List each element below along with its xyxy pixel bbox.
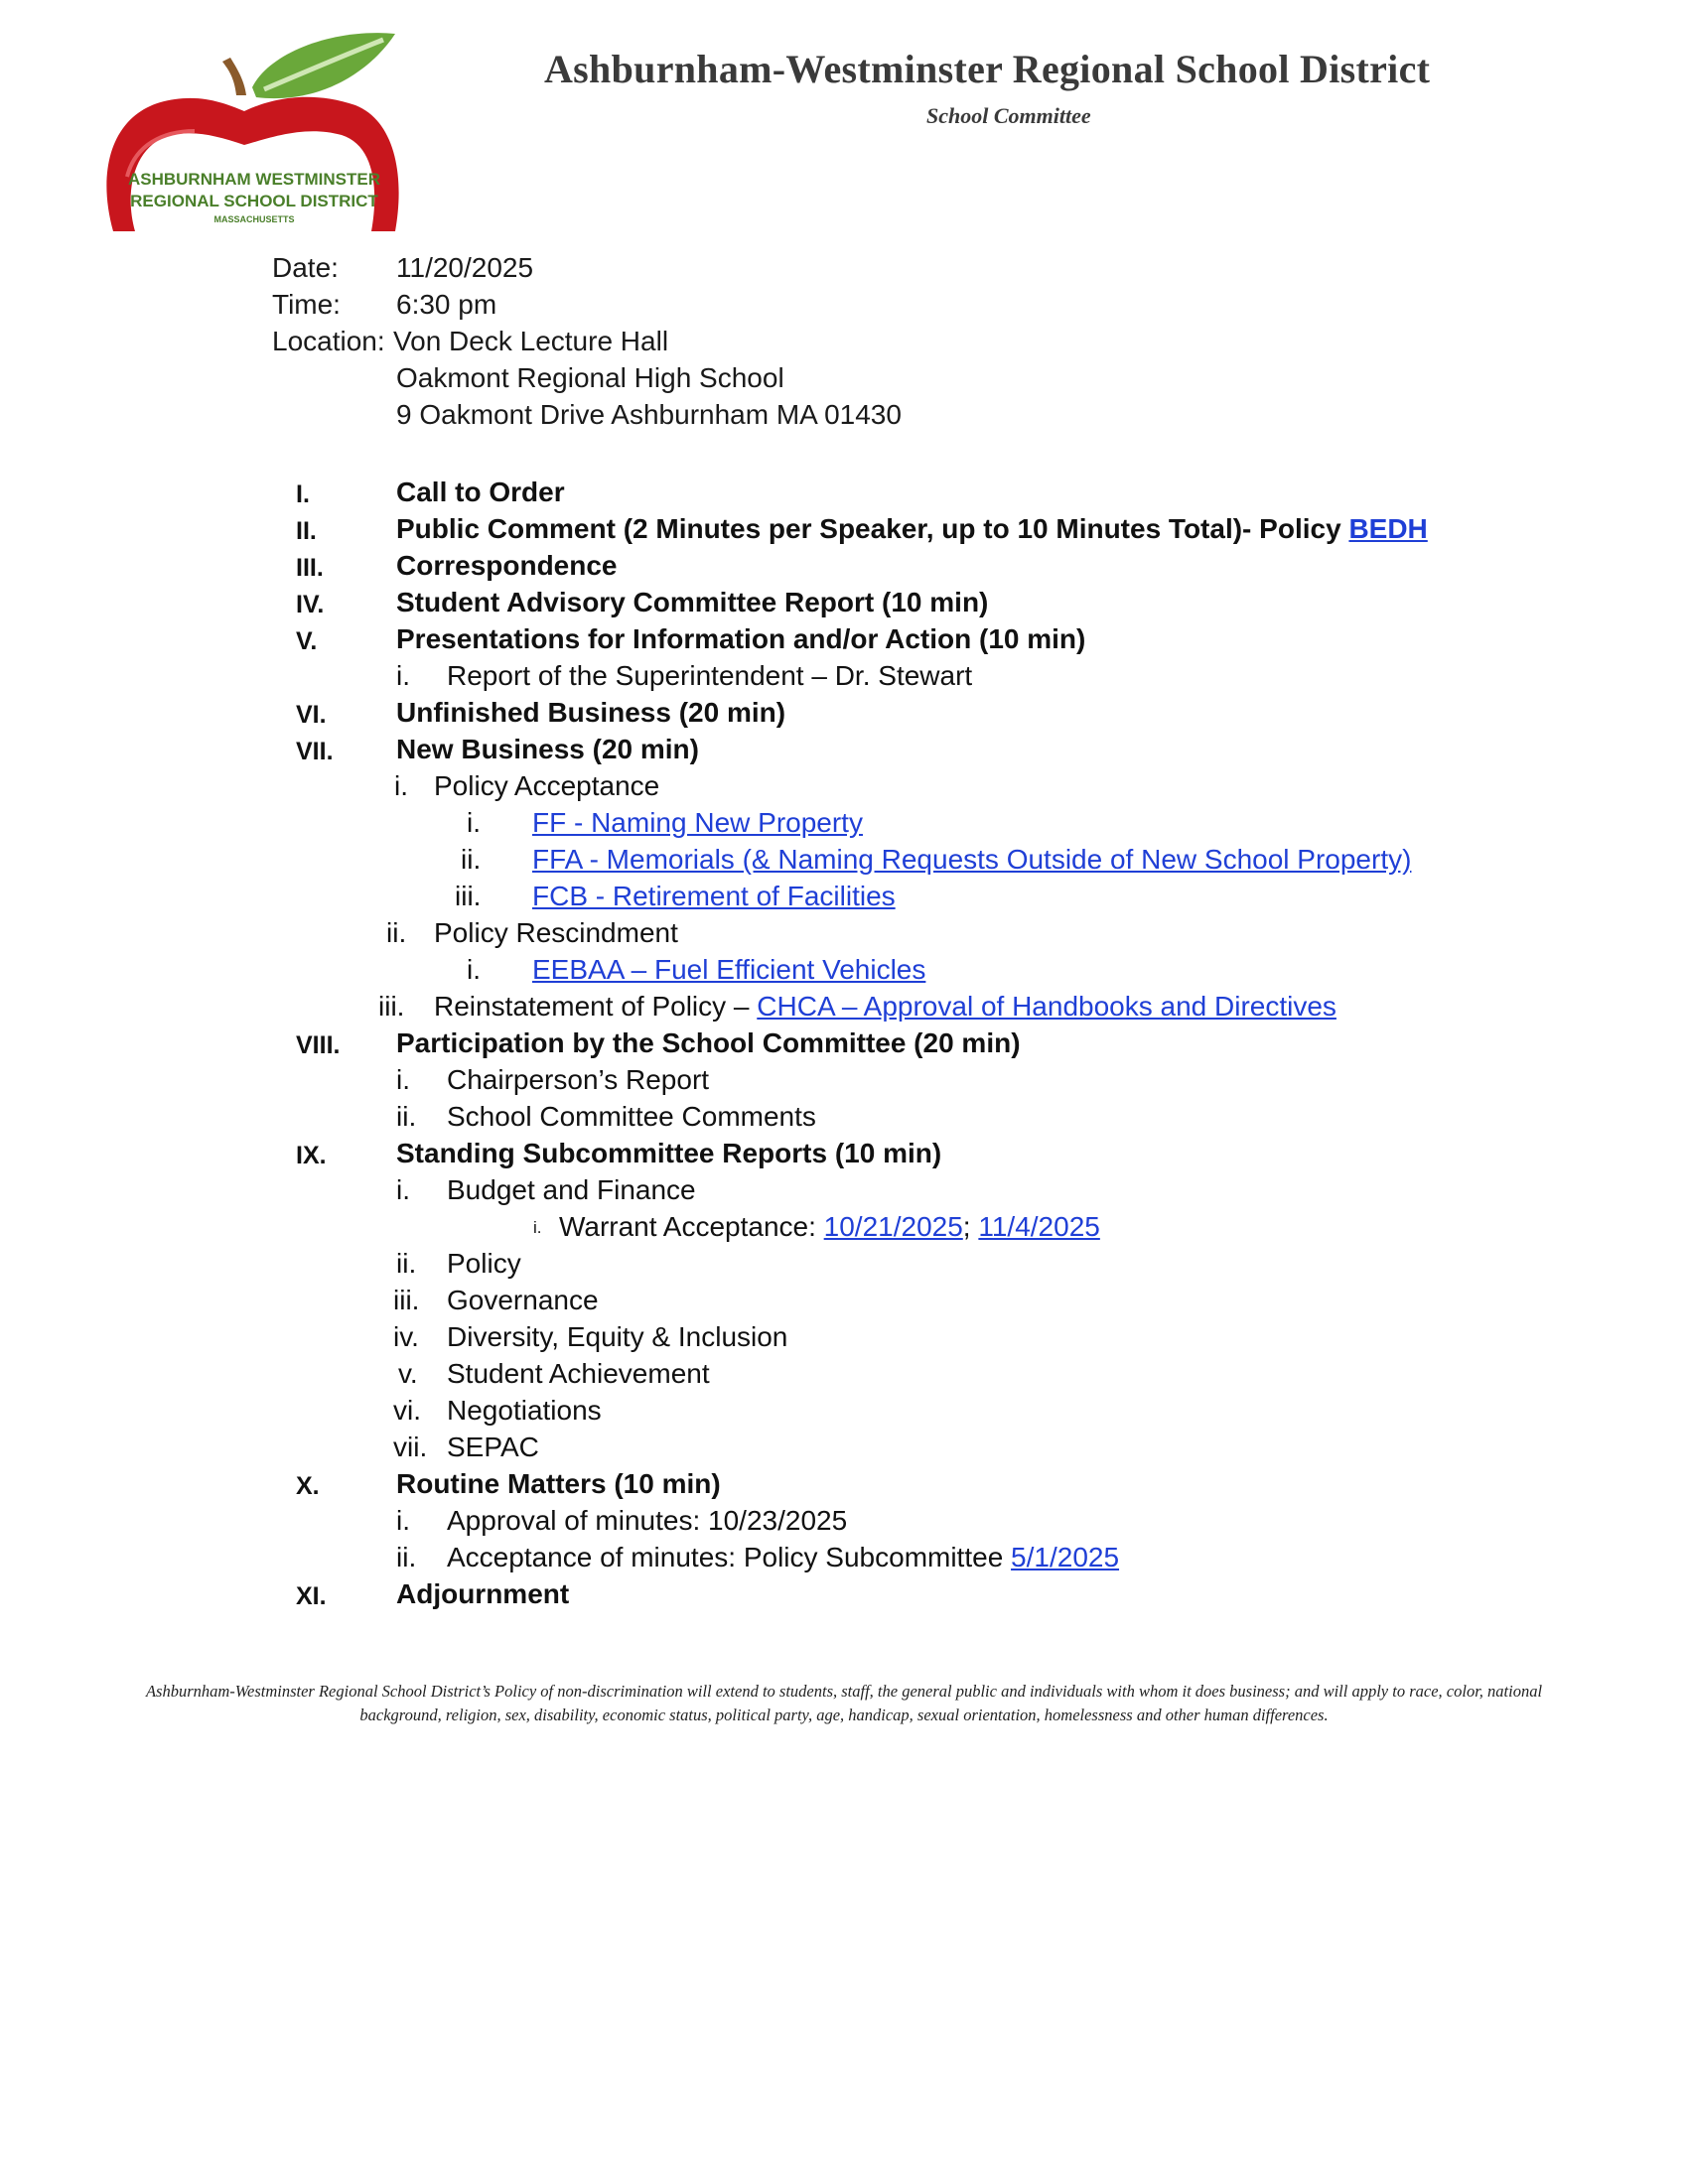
sub-num: vii. [393, 1432, 428, 1462]
warrant-acceptance [559, 1211, 1100, 1243]
sub-num: i. [396, 1064, 410, 1095]
approval-of-minutes: Approval of minutes: 10/23/2025 [447, 1505, 848, 1536]
sub-num: i. [396, 660, 410, 691]
warrant-link-11-4[interactable]: 11/4/2025 [978, 1211, 1100, 1242]
agenda-correspondence: Correspondence [396, 550, 618, 581]
dei-subcommittee: Diversity, Equity & Inclusion [447, 1321, 788, 1352]
policy-bedh-link[interactable]: BEDH [1348, 513, 1428, 544]
agenda-subcommittee-reports: Standing Subcommittee Reports (10 min) [396, 1138, 942, 1168]
policy-rescindment: Policy Rescindment [434, 917, 678, 948]
agenda-num-x: X. [296, 1472, 320, 1500]
sub-num: i. [394, 770, 408, 801]
negotiations: Negotiations [447, 1395, 602, 1426]
sub-num: ii. [396, 1248, 417, 1279]
agenda-participation: Participation by the School Committee (20 min) [396, 1027, 1021, 1058]
sub-num: ii. [461, 844, 482, 875]
policy-acceptance: Policy Acceptance [434, 770, 660, 801]
minutes-link-5-1[interactable]: 5/1/2025 [1011, 1542, 1120, 1572]
sub-num: ii. [396, 1101, 417, 1132]
sub-num: ii. [386, 917, 407, 948]
agenda-num-vi: VI. [296, 701, 327, 729]
sub-num: iii. [378, 991, 405, 1022]
committee-comments: School Committee Comments [447, 1101, 816, 1132]
logo-text-line3: MASSACHUSETTS [213, 214, 295, 224]
sub-num: ii. [396, 1542, 417, 1572]
district-logo [95, 28, 403, 231]
agenda-num-iii: III. [296, 554, 324, 582]
sub-num: i. [396, 1174, 410, 1205]
policy-fcb-link[interactable]: FCB - Retirement of Facilities [532, 881, 896, 911]
agenda-routine-matters: Routine Matters (10 min) [396, 1468, 721, 1499]
apple-stem [222, 58, 246, 95]
sub-num: i. [533, 1218, 542, 1237]
superintendent-report: Report of the Superintendent – Dr. Stewart [447, 660, 973, 691]
district-title: Ashburnham-Westminster Regional School District [544, 47, 1431, 91]
location-line1: Von Deck Lecture Hall [393, 326, 669, 356]
policy-ff-link[interactable]: FF - Naming New Property [532, 807, 863, 838]
agenda-unfinished-business: Unfinished Business (20 min) [396, 697, 786, 728]
sub-num: iii. [393, 1285, 420, 1315]
date-label: Date: [272, 252, 339, 283]
committee-subtitle: School Committee [926, 103, 1091, 128]
governance-subcommittee: Governance [447, 1285, 599, 1315]
meeting-date: 11/20/2025 [396, 252, 534, 283]
agenda-adjournment: Adjournment [396, 1578, 570, 1609]
sub-num: iii. [455, 881, 482, 911]
footer-line1: Ashburnham-Westminster Regional School District’s Policy of non-discrimination will extend to students, staff, the general public and individuals with whom it does business; and will apply to race, color, national [145, 1682, 1543, 1701]
student-achievement: Student Achievement [447, 1358, 710, 1389]
agenda-num-v: V. [296, 627, 318, 655]
agenda-num-ix: IX. [296, 1142, 327, 1169]
acceptance-of-minutes [447, 1542, 1119, 1573]
budget-and-finance: Budget and Finance [447, 1174, 696, 1205]
footer-line2: background, religion, sex, disability, economic status, political party, age, handicap, sexual orientation, homelessness and other human differences. [359, 1706, 1329, 1724]
policy-subcommittee: Policy [447, 1248, 521, 1279]
logo-text-line1: ASHBURNHAM WESTMINSTER [127, 170, 381, 189]
sub-num: vi. [393, 1395, 421, 1426]
sub-num: v. [398, 1358, 418, 1389]
agenda-student-advisory: Student Advisory Committee Report (10 min) [396, 587, 989, 617]
policy-chca-link[interactable]: CHCA – Approval of Handbooks and Directives [757, 991, 1336, 1022]
agenda-call-to-order: Call to Order [396, 477, 565, 507]
agenda-num-i: I. [296, 480, 310, 508]
agenda-num-vii: VII. [296, 738, 334, 765]
meeting-time: 6:30 pm [396, 289, 497, 320]
sub-num: iv. [393, 1321, 419, 1352]
agenda-num-ii: II. [296, 517, 317, 545]
location-label: Location: [272, 326, 385, 356]
location-line2: Oakmont Regional High School [396, 362, 784, 393]
sub-num: i. [467, 807, 481, 838]
agenda-num-iv: IV. [296, 591, 325, 618]
reinstatement-of-policy [434, 991, 1336, 1023]
policy-eebaa-link[interactable]: EEBAA – Fuel Efficient Vehicles [532, 954, 926, 985]
agenda-presentations: Presentations for Information and/or Action (10 min) [396, 623, 1086, 654]
apple-outline [106, 97, 398, 231]
warrant-link-10-21[interactable]: 10/21/2025 [823, 1211, 963, 1242]
sub-num: i. [467, 954, 481, 985]
agenda-num-viii: VIII. [296, 1031, 341, 1059]
agenda-new-business: New Business (20 min) [396, 734, 699, 764]
chairperson-report: Chairperson’s Report [447, 1064, 710, 1095]
logo-text-line2: REGIONAL SCHOOL DISTRICT [130, 192, 378, 210]
reinstatement-text: Reinstatement of Policy – [434, 991, 758, 1022]
agenda-public-comment [396, 513, 1428, 545]
policy-ffa-link[interactable]: FFA - Memorials (& Naming Requests Outside of New School Property) [532, 844, 1412, 875]
sub-num: i. [396, 1505, 410, 1536]
acceptance-text: Acceptance of minutes: Policy Subcommittee [447, 1542, 1012, 1572]
public-comment-text: Public Comment (2 Minutes per Speaker, up to 10 Minutes Total)- Policy [396, 513, 1349, 544]
time-label: Time: [272, 289, 341, 320]
warrant-separator: ; [962, 1211, 979, 1242]
non-discrimination-footer [0, 1680, 1688, 1727]
location-line3: 9 Oakmont Drive Ashburnham MA 01430 [396, 399, 902, 430]
sepac: SEPAC [447, 1432, 539, 1462]
agenda-num-xi: XI. [296, 1582, 327, 1610]
warrant-acceptance-text: Warrant Acceptance: [559, 1211, 824, 1242]
